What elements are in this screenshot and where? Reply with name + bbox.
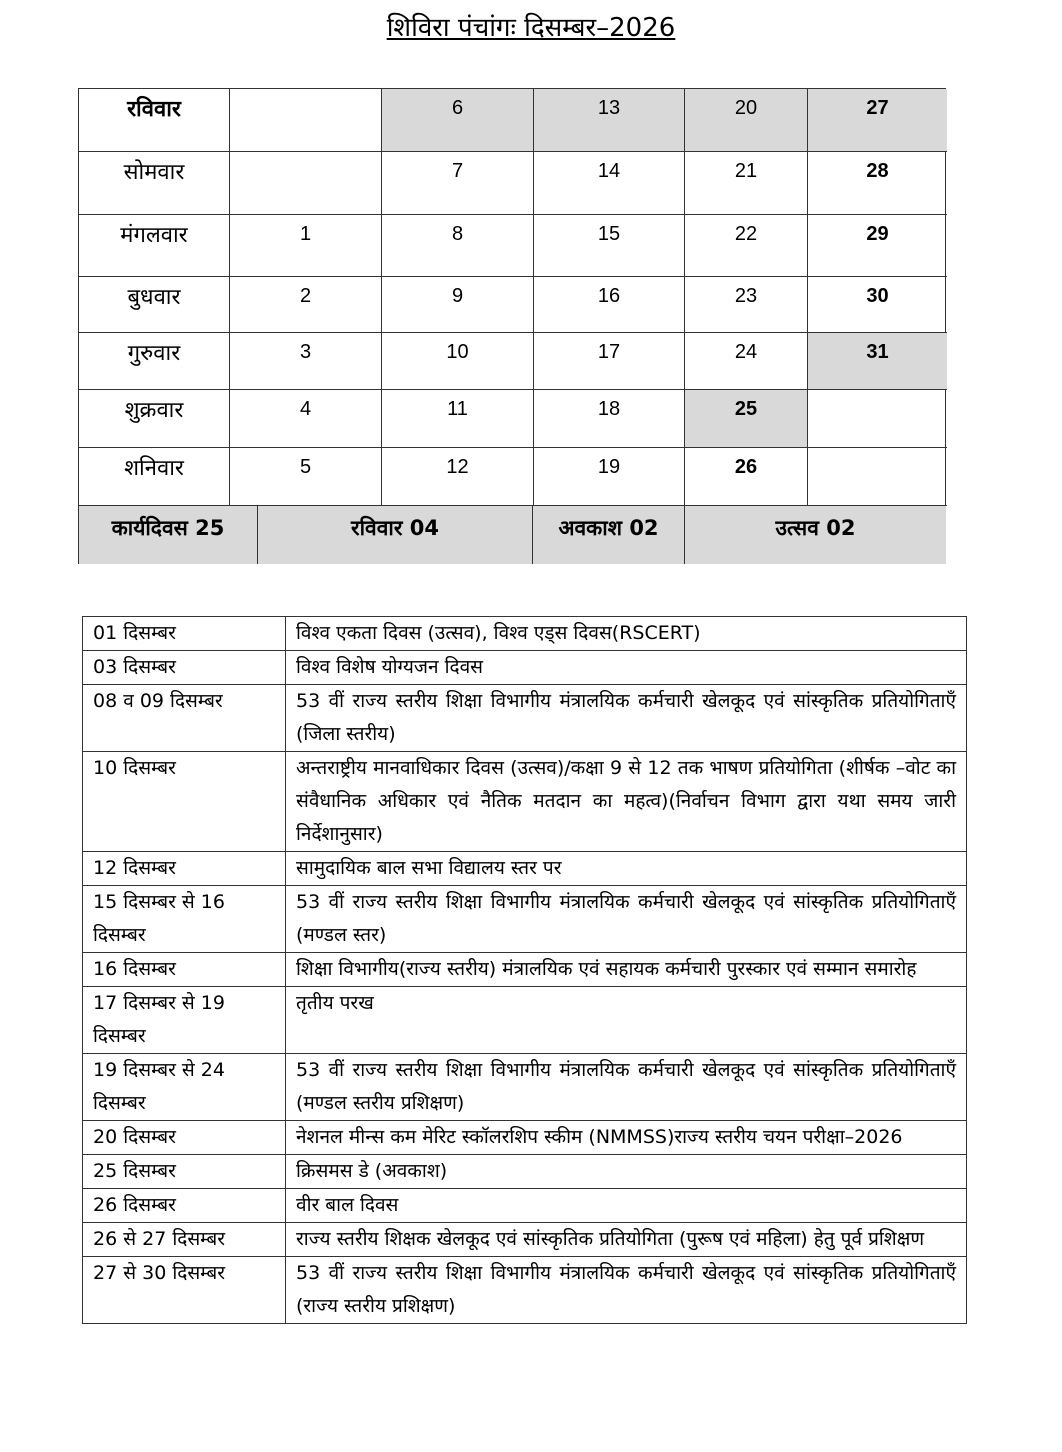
- empty-cell: [230, 152, 382, 215]
- event-description: 53 वीं राज्य स्तरीय शिक्षा विभागीय मंत्रालयिक कर्मचारी खेलकूद एवं सांस्कृतिक प्रतियोगिताएँ (राज्य स्तरीय प्रशिक्षण): [286, 1257, 967, 1324]
- date-cell: 17: [534, 333, 685, 390]
- event-description: वीर बाल दिवस: [286, 1189, 967, 1223]
- event-row: [83, 1054, 967, 1121]
- date-cell: 15: [534, 215, 685, 277]
- event-description: विश्व एकता दिवस (उत्सव), विश्व एड्स दिवस(RSCERT): [286, 617, 967, 651]
- event-date: 17 दिसम्बर से 19 दिसम्बर: [83, 987, 286, 1054]
- date-cell: 6: [382, 89, 534, 152]
- event-row: [83, 1257, 967, 1324]
- event-row: [83, 953, 967, 987]
- date-cell: 23: [685, 277, 808, 333]
- date-cell: 24: [685, 333, 808, 390]
- date-cell: 3: [230, 333, 382, 390]
- empty-cell: [808, 390, 947, 448]
- event-row: [83, 752, 967, 852]
- event-date: 26 से 27 दिसम्बर: [83, 1223, 286, 1257]
- event-description: अन्तराष्ट्रीय मानवाधिकार दिवस (उत्सव)/कक्षा 9 से 12 तक भाषण प्रतियोगिता (शीर्षक –वोट का संवैधानिक अधिकार एवं नैतिक मतदान का महत्व)(निर्वाचन विभाग द्वारा यथा समय जारी निर्देशानुसार): [286, 752, 967, 852]
- date-cell: 19: [534, 448, 685, 506]
- date-cell: 10: [382, 333, 534, 390]
- date-cell: 14: [534, 152, 685, 215]
- footer-festivals: उत्सव 02: [685, 506, 946, 564]
- event-date: 19 दिसम्बर से 24 दिसम्बर: [83, 1054, 286, 1121]
- date-cell: 22: [685, 215, 808, 277]
- weekday-label: सोमवार: [79, 152, 230, 215]
- date-cell: 5: [230, 448, 382, 506]
- footer-sundays: रविवार 04: [258, 506, 533, 564]
- event-date: 03 दिसम्बर: [83, 651, 286, 685]
- event-description: राज्य स्तरीय शिक्षक खेलकूद एवं सांस्कृतिक प्रतियोगिता (पुरूष एवं महिला) हेतु पूर्व प्रशिक्षण: [286, 1223, 967, 1257]
- date-cell: 8: [382, 215, 534, 277]
- date-cell: 7: [382, 152, 534, 215]
- date-cell: 12: [382, 448, 534, 506]
- event-date: 25 दिसम्बर: [83, 1155, 286, 1189]
- event-description: 53 वीं राज्य स्तरीय शिक्षा विभागीय मंत्रालयिक कर्मचारी खेलकूद एवं सांस्कृतिक प्रतियोगिताएँ (जिला स्तरीय): [286, 685, 967, 752]
- date-cell: 20: [685, 89, 808, 152]
- date-cell: 1: [230, 215, 382, 277]
- event-date: 27 से 30 दिसम्बर: [83, 1257, 286, 1324]
- date-cell: 27: [808, 89, 947, 152]
- event-date: 16 दिसम्बर: [83, 953, 286, 987]
- date-cell: 26: [685, 448, 808, 506]
- footer-working-days: कार्यदिवस 25: [79, 506, 258, 564]
- event-description: 53 वीं राज्य स्तरीय शिक्षा विभागीय मंत्रालयिक कर्मचारी खेलकूद एवं सांस्कृतिक प्रतियोगिताएँ (मण्डल स्तरीय प्रशिक्षण): [286, 1054, 967, 1121]
- event-date: 08 व 09 दिसम्बर: [83, 685, 286, 752]
- event-description: शिक्षा विभागीय(राज्य स्तरीय) मंत्रालयिक एवं सहायक कर्मचारी पुरस्कार एवं सम्मान समारोह: [286, 953, 967, 987]
- date-cell: 11: [382, 390, 534, 448]
- event-row: [83, 886, 967, 953]
- event-description: सामुदायिक बाल सभा विद्यालय स्तर पर: [286, 852, 967, 886]
- events-table: [82, 616, 967, 1324]
- date-cell: 25: [685, 390, 808, 448]
- empty-cell: [808, 448, 947, 506]
- event-date: 10 दिसम्बर: [83, 752, 286, 852]
- event-date: 12 दिसम्बर: [83, 852, 286, 886]
- event-row: [83, 852, 967, 886]
- date-cell: 4: [230, 390, 382, 448]
- event-date: 01 दिसम्बर: [83, 617, 286, 651]
- date-cell: 18: [534, 390, 685, 448]
- footer-holidays: अवकाश 02: [533, 506, 685, 564]
- event-row: [83, 651, 967, 685]
- event-description: क्रिसमस डे (अवकाश): [286, 1155, 967, 1189]
- weekday-label: बुधवार: [79, 277, 230, 333]
- date-cell: 21: [685, 152, 808, 215]
- date-cell: 28: [808, 152, 947, 215]
- event-description: नेशनल मीन्स कम मेरिट स्कॉलरशिप स्कीम (NMMSS)राज्य स्तरीय चयन परीक्षा–2026: [286, 1121, 967, 1155]
- event-date: 15 दिसम्बर से 16 दिसम्बर: [83, 886, 286, 953]
- weekday-label: गुरुवार: [79, 333, 230, 390]
- weekday-label: रविवार: [79, 89, 230, 152]
- page-title: शिविरा पंचांगः दिसम्बर–2026: [386, 13, 676, 43]
- event-row: [83, 685, 967, 752]
- event-date: 26 दिसम्बर: [83, 1189, 286, 1223]
- weekday-label: शनिवार: [79, 448, 230, 506]
- date-cell: 30: [808, 277, 947, 333]
- date-cell: 16: [534, 277, 685, 333]
- event-row: [83, 1155, 967, 1189]
- event-row: [83, 1121, 967, 1155]
- date-cell: 2: [230, 277, 382, 333]
- date-cell: 9: [382, 277, 534, 333]
- date-cell: 31: [808, 333, 947, 390]
- event-row: [83, 987, 967, 1054]
- empty-cell: [230, 89, 382, 152]
- weekday-label: मंगलवार: [79, 215, 230, 277]
- event-description: तृतीय परख: [286, 987, 967, 1054]
- calendar-grid: [78, 88, 946, 564]
- event-date: 20 दिसम्बर: [83, 1121, 286, 1155]
- event-row: [83, 617, 967, 651]
- event-row: [83, 1189, 967, 1223]
- event-description: 53 वीं राज्य स्तरीय शिक्षा विभागीय मंत्रालयिक कर्मचारी खेलकूद एवं सांस्कृतिक प्रतियोगिताएँ (मण्डल स्तर): [286, 886, 967, 953]
- event-row: [83, 1223, 967, 1257]
- weekday-label: शुक्रवार: [79, 390, 230, 448]
- date-cell: 13: [534, 89, 685, 152]
- date-cell: 29: [808, 215, 947, 277]
- event-description: विश्व विशेष योग्यजन दिवस: [286, 651, 967, 685]
